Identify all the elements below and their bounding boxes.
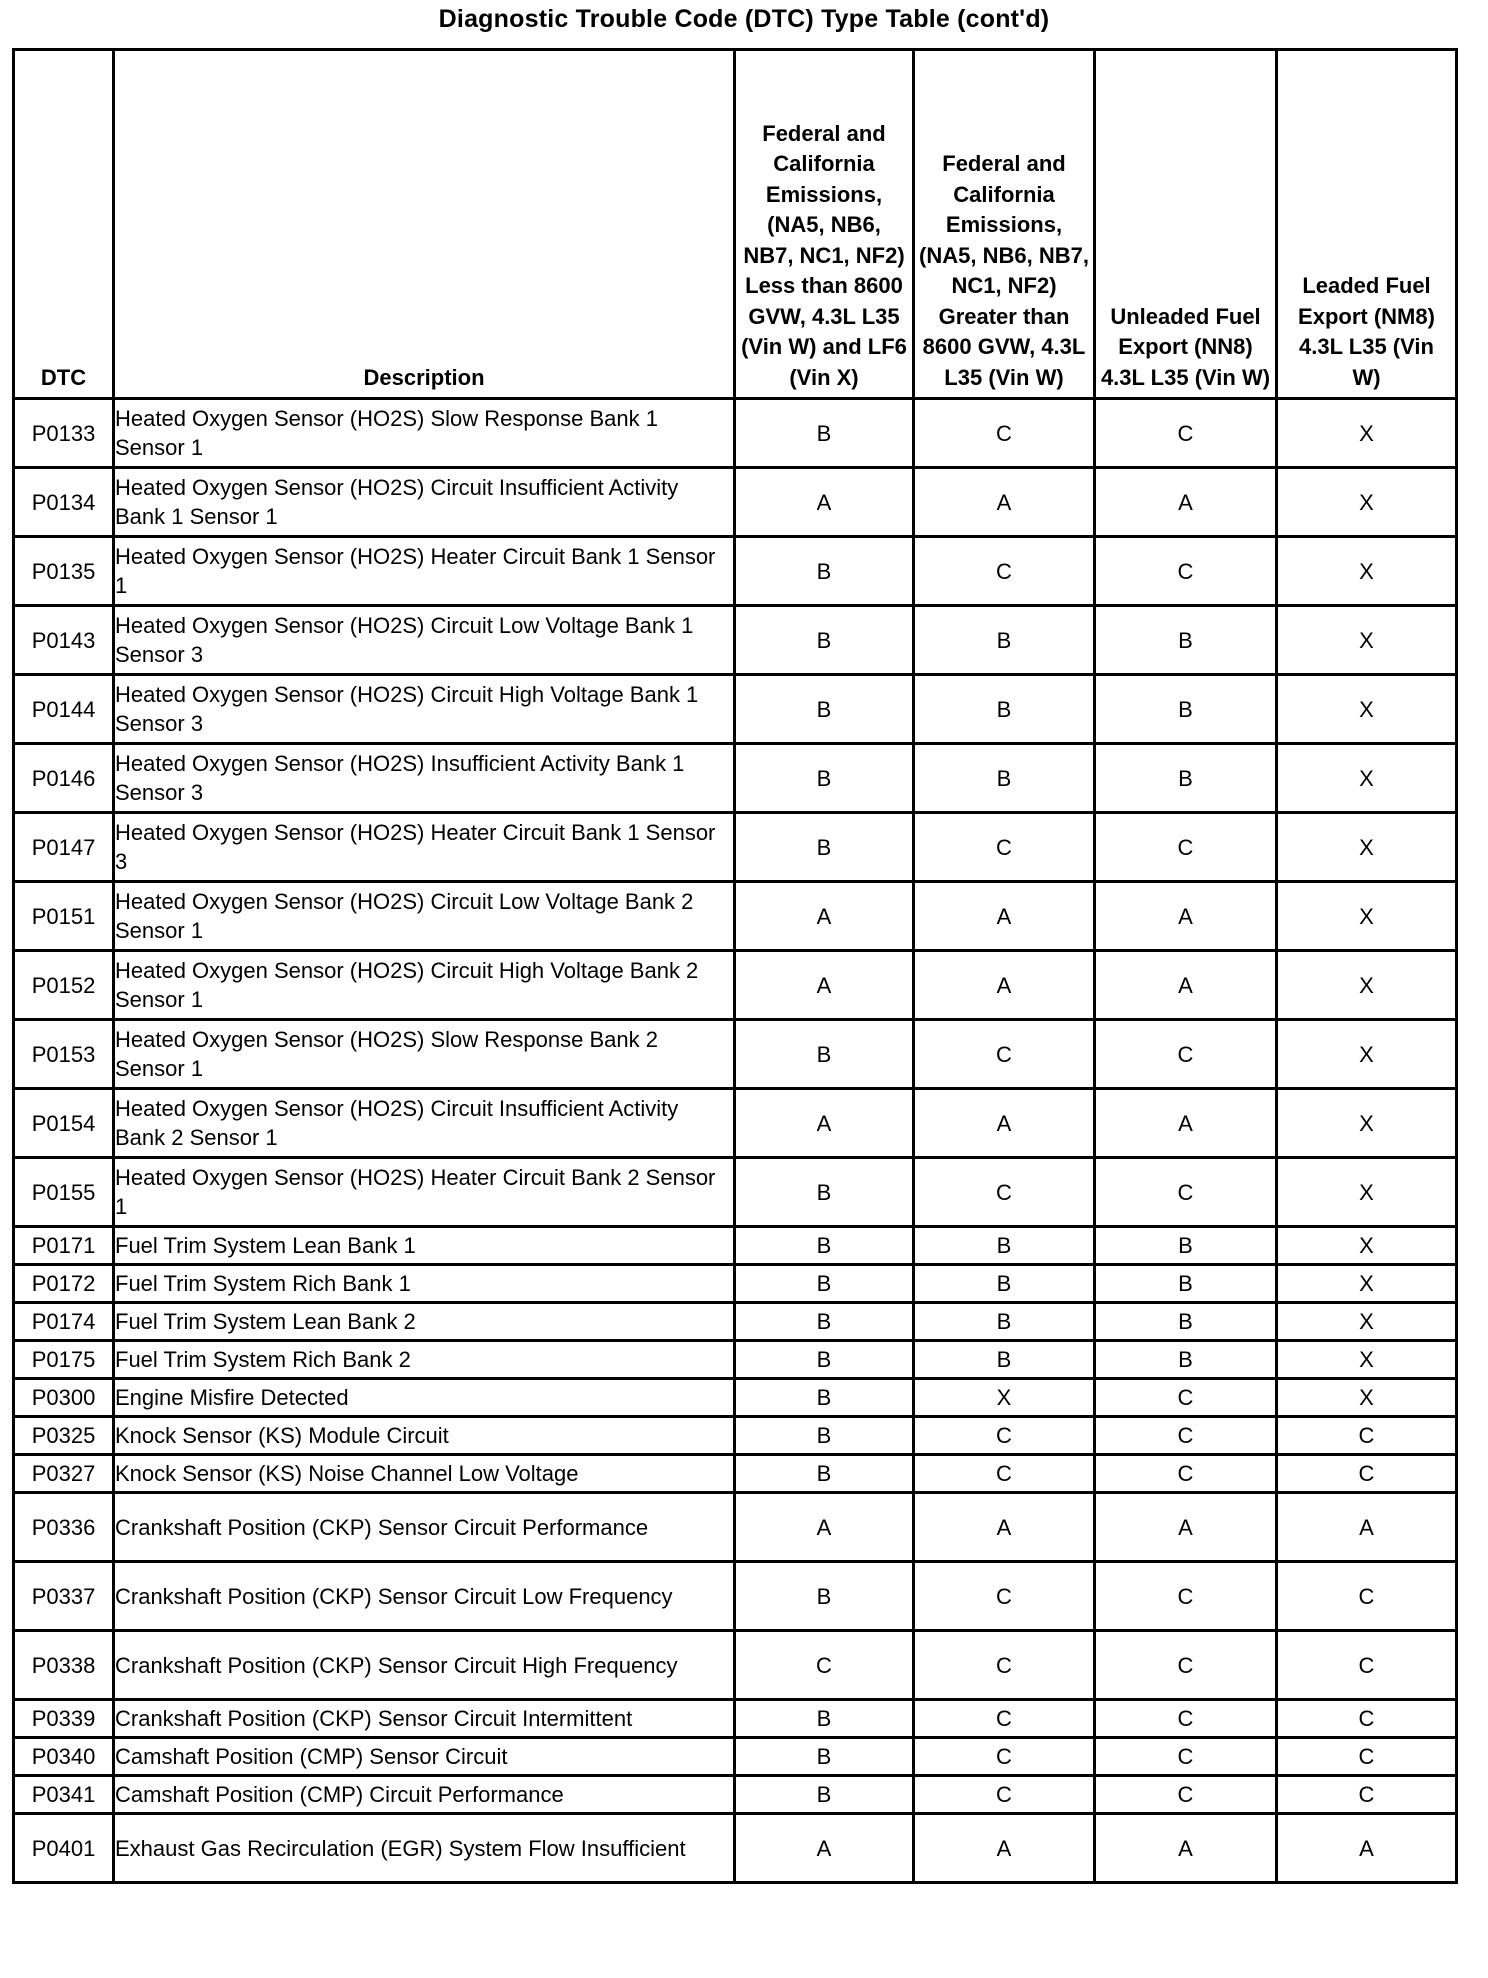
table-row xyxy=(14,675,1457,744)
type-federal-greater-cell: C xyxy=(914,813,1095,882)
table-row xyxy=(14,1631,1457,1700)
description-cell: Heated Oxygen Sensor (HO2S) Heater Circuit Bank 1 Sensor 3 xyxy=(114,813,735,882)
type-unleaded-export-cell: A xyxy=(1095,1493,1277,1562)
table-row xyxy=(14,1265,1457,1303)
type-federal-greater-cell: B xyxy=(914,606,1095,675)
description-cell: Camshaft Position (CMP) Circuit Performance xyxy=(114,1776,735,1814)
description-cell: Heated Oxygen Sensor (HO2S) Insufficient Activity Bank 1 Sensor 3 xyxy=(114,744,735,813)
description-cell: Heated Oxygen Sensor (HO2S) Circuit High Voltage Bank 2 Sensor 1 xyxy=(114,951,735,1020)
type-federal-greater-cell: C xyxy=(914,1158,1095,1227)
type-leaded-export-cell: X xyxy=(1277,882,1457,951)
type-leaded-export-cell: C xyxy=(1277,1700,1457,1738)
type-unleaded-export-cell: B xyxy=(1095,1303,1277,1341)
type-leaded-export-cell: X xyxy=(1277,1158,1457,1227)
table-row xyxy=(14,1814,1457,1883)
table-row xyxy=(14,1455,1457,1493)
type-federal-less-cell: A xyxy=(735,468,914,537)
type-federal-less-cell: B xyxy=(735,606,914,675)
type-federal-less-cell: B xyxy=(735,1417,914,1455)
type-leaded-export-cell: C xyxy=(1277,1631,1457,1700)
type-federal-less-cell: B xyxy=(735,675,914,744)
dtc-code-cell: P0147 xyxy=(14,813,114,882)
dtc-code-cell: P0135 xyxy=(14,537,114,606)
type-leaded-export-cell: X xyxy=(1277,1379,1457,1417)
dtc-code-cell: P0337 xyxy=(14,1562,114,1631)
type-unleaded-export-cell: B xyxy=(1095,606,1277,675)
dtc-code-cell: P0133 xyxy=(14,399,114,468)
type-leaded-export-cell: C xyxy=(1277,1776,1457,1814)
header-description: Description xyxy=(114,50,735,399)
type-unleaded-export-cell: B xyxy=(1095,1341,1277,1379)
description-cell: Heated Oxygen Sensor (HO2S) Circuit High Voltage Bank 1 Sensor 3 xyxy=(114,675,735,744)
type-unleaded-export-cell: B xyxy=(1095,744,1277,813)
type-unleaded-export-cell: C xyxy=(1095,1455,1277,1493)
type-unleaded-export-cell: C xyxy=(1095,1776,1277,1814)
table-row xyxy=(14,399,1457,468)
dtc-code-cell: P0152 xyxy=(14,951,114,1020)
table-row xyxy=(14,1158,1457,1227)
type-unleaded-export-cell: B xyxy=(1095,1265,1277,1303)
type-federal-greater-cell: X xyxy=(914,1379,1095,1417)
description-cell: Heated Oxygen Sensor (HO2S) Slow Response Bank 2 Sensor 1 xyxy=(114,1020,735,1089)
type-unleaded-export-cell: C xyxy=(1095,813,1277,882)
type-federal-greater-cell: C xyxy=(914,1631,1095,1700)
table-row xyxy=(14,606,1457,675)
type-unleaded-export-cell: C xyxy=(1095,1158,1277,1227)
type-federal-less-cell: B xyxy=(735,1776,914,1814)
description-cell: Crankshaft Position (CKP) Sensor Circuit Low Frequency xyxy=(114,1562,735,1631)
type-leaded-export-cell: A xyxy=(1277,1493,1457,1562)
table-row xyxy=(14,1700,1457,1738)
table-row xyxy=(14,468,1457,537)
description-cell: Heated Oxygen Sensor (HO2S) Circuit Insufficient Activity Bank 1 Sensor 1 xyxy=(114,468,735,537)
table-row xyxy=(14,1417,1457,1455)
type-federal-greater-cell: A xyxy=(914,1814,1095,1883)
type-unleaded-export-cell: A xyxy=(1095,468,1277,537)
type-unleaded-export-cell: A xyxy=(1095,1089,1277,1158)
type-unleaded-export-cell: C xyxy=(1095,1700,1277,1738)
table-row xyxy=(14,1562,1457,1631)
type-leaded-export-cell: X xyxy=(1277,1227,1457,1265)
dtc-code-cell: P0401 xyxy=(14,1814,114,1883)
table-row xyxy=(14,1303,1457,1341)
type-federal-less-cell: B xyxy=(735,1265,914,1303)
type-leaded-export-cell: A xyxy=(1277,1814,1457,1883)
type-federal-greater-cell: C xyxy=(914,537,1095,606)
type-unleaded-export-cell: C xyxy=(1095,1631,1277,1700)
type-federal-less-cell: B xyxy=(735,1341,914,1379)
type-federal-less-cell: B xyxy=(735,1562,914,1631)
type-unleaded-export-cell: C xyxy=(1095,399,1277,468)
header-unleaded-fuel-export: Unleaded Fuel Export (NN8) 4.3L L35 (Vin W) xyxy=(1095,50,1277,399)
type-federal-less-cell: C xyxy=(735,1631,914,1700)
dtc-code-cell: P0338 xyxy=(14,1631,114,1700)
type-federal-less-cell: B xyxy=(735,399,914,468)
type-federal-less-cell: B xyxy=(735,1700,914,1738)
description-cell: Knock Sensor (KS) Module Circuit xyxy=(114,1417,735,1455)
type-federal-less-cell: B xyxy=(735,744,914,813)
type-leaded-export-cell: X xyxy=(1277,399,1457,468)
dtc-code-cell: P0175 xyxy=(14,1341,114,1379)
type-leaded-export-cell: X xyxy=(1277,1020,1457,1089)
type-leaded-export-cell: X xyxy=(1277,1341,1457,1379)
table-row xyxy=(14,1776,1457,1814)
description-cell: Fuel Trim System Rich Bank 1 xyxy=(114,1265,735,1303)
header-federal-california-greater-8600: Federal and California Emissions, (NA5, NB6, NB7, NC1, NF2) Greater than 8600 GVW, 4.3L L35 (Vin W) xyxy=(914,50,1095,399)
type-leaded-export-cell: C xyxy=(1277,1455,1457,1493)
description-cell: Crankshaft Position (CKP) Sensor Circuit Intermittent xyxy=(114,1700,735,1738)
type-federal-greater-cell: A xyxy=(914,951,1095,1020)
table-row xyxy=(14,882,1457,951)
type-leaded-export-cell: X xyxy=(1277,951,1457,1020)
type-leaded-export-cell: X xyxy=(1277,813,1457,882)
type-unleaded-export-cell: C xyxy=(1095,1562,1277,1631)
type-unleaded-export-cell: B xyxy=(1095,675,1277,744)
dtc-code-cell: P0151 xyxy=(14,882,114,951)
description-cell: Heated Oxygen Sensor (HO2S) Circuit Insufficient Activity Bank 2 Sensor 1 xyxy=(114,1089,735,1158)
type-federal-greater-cell: B xyxy=(914,1341,1095,1379)
type-federal-less-cell: A xyxy=(735,951,914,1020)
description-cell: Heated Oxygen Sensor (HO2S) Slow Response Bank 1 Sensor 1 xyxy=(114,399,735,468)
type-leaded-export-cell: X xyxy=(1277,606,1457,675)
dtc-code-cell: P0300 xyxy=(14,1379,114,1417)
description-cell: Fuel Trim System Lean Bank 1 xyxy=(114,1227,735,1265)
description-cell: Heated Oxygen Sensor (HO2S) Heater Circuit Bank 2 Sensor 1 xyxy=(114,1158,735,1227)
dtc-code-cell: P0146 xyxy=(14,744,114,813)
dtc-code-cell: P0336 xyxy=(14,1493,114,1562)
description-cell: Fuel Trim System Rich Bank 2 xyxy=(114,1341,735,1379)
type-federal-less-cell: B xyxy=(735,1738,914,1776)
type-federal-less-cell: A xyxy=(735,1493,914,1562)
type-federal-less-cell: B xyxy=(735,1227,914,1265)
description-cell: Exhaust Gas Recirculation (EGR) System Flow Insufficient xyxy=(114,1814,735,1883)
description-cell: Heated Oxygen Sensor (HO2S) Heater Circuit Bank 1 Sensor 1 xyxy=(114,537,735,606)
type-unleaded-export-cell: A xyxy=(1095,951,1277,1020)
type-federal-greater-cell: C xyxy=(914,1417,1095,1455)
description-cell: Knock Sensor (KS) Noise Channel Low Voltage xyxy=(114,1455,735,1493)
type-federal-greater-cell: C xyxy=(914,1776,1095,1814)
table-row xyxy=(14,1227,1457,1265)
table-row xyxy=(14,1341,1457,1379)
table-row xyxy=(14,1493,1457,1562)
type-federal-greater-cell: C xyxy=(914,399,1095,468)
dtc-code-cell: P0155 xyxy=(14,1158,114,1227)
description-cell: Crankshaft Position (CKP) Sensor Circuit High Frequency xyxy=(114,1631,735,1700)
type-federal-less-cell: B xyxy=(735,813,914,882)
table-row xyxy=(14,1738,1457,1776)
type-federal-less-cell: A xyxy=(735,1089,914,1158)
type-unleaded-export-cell: C xyxy=(1095,1738,1277,1776)
type-federal-less-cell: A xyxy=(735,1814,914,1883)
header-dtc: DTC xyxy=(14,50,114,399)
type-unleaded-export-cell: C xyxy=(1095,1417,1277,1455)
type-federal-greater-cell: C xyxy=(914,1562,1095,1631)
dtc-code-cell: P0340 xyxy=(14,1738,114,1776)
type-federal-greater-cell: C xyxy=(914,1020,1095,1089)
type-leaded-export-cell: C xyxy=(1277,1562,1457,1631)
type-federal-less-cell: B xyxy=(735,1020,914,1089)
type-unleaded-export-cell: C xyxy=(1095,537,1277,606)
table-row xyxy=(14,1020,1457,1089)
type-federal-greater-cell: B xyxy=(914,1303,1095,1341)
description-cell: Camshaft Position (CMP) Sensor Circuit xyxy=(114,1738,735,1776)
description-cell: Engine Misfire Detected xyxy=(114,1379,735,1417)
table-row xyxy=(14,744,1457,813)
type-federal-less-cell: B xyxy=(735,1379,914,1417)
dtc-type-table xyxy=(12,48,1458,1884)
type-federal-greater-cell: A xyxy=(914,1493,1095,1562)
dtc-code-cell: P0174 xyxy=(14,1303,114,1341)
table-row xyxy=(14,951,1457,1020)
type-leaded-export-cell: C xyxy=(1277,1738,1457,1776)
type-federal-less-cell: B xyxy=(735,1158,914,1227)
header-federal-california-less-8600: Federal and California Emissions, (NA5, NB6, NB7, NC1, NF2) Less than 8600 GVW, 4.3L L35 (Vin W) and LF6 (Vin X) xyxy=(735,50,914,399)
dtc-code-cell: P0144 xyxy=(14,675,114,744)
description-cell: Fuel Trim System Lean Bank 2 xyxy=(114,1303,735,1341)
table-row xyxy=(14,1379,1457,1417)
dtc-code-cell: P0327 xyxy=(14,1455,114,1493)
type-leaded-export-cell: X xyxy=(1277,1303,1457,1341)
type-federal-greater-cell: C xyxy=(914,1700,1095,1738)
type-federal-less-cell: B xyxy=(735,1455,914,1493)
type-leaded-export-cell: X xyxy=(1277,537,1457,606)
type-unleaded-export-cell: C xyxy=(1095,1020,1277,1089)
type-federal-less-cell: A xyxy=(735,882,914,951)
header-row xyxy=(14,50,1457,399)
type-federal-greater-cell: B xyxy=(914,744,1095,813)
type-federal-greater-cell: A xyxy=(914,1089,1095,1158)
dtc-code-cell: P0341 xyxy=(14,1776,114,1814)
type-unleaded-export-cell: C xyxy=(1095,1379,1277,1417)
dtc-code-cell: P0172 xyxy=(14,1265,114,1303)
type-federal-greater-cell: C xyxy=(914,1455,1095,1493)
dtc-code-cell: P0171 xyxy=(14,1227,114,1265)
dtc-code-cell: P0134 xyxy=(14,468,114,537)
type-federal-greater-cell: B xyxy=(914,675,1095,744)
type-leaded-export-cell: C xyxy=(1277,1417,1457,1455)
type-federal-greater-cell: A xyxy=(914,468,1095,537)
type-leaded-export-cell: X xyxy=(1277,1089,1457,1158)
type-leaded-export-cell: X xyxy=(1277,1265,1457,1303)
type-federal-greater-cell: B xyxy=(914,1265,1095,1303)
description-cell: Heated Oxygen Sensor (HO2S) Circuit Low Voltage Bank 2 Sensor 1 xyxy=(114,882,735,951)
header-leaded-fuel-export: Leaded Fuel Export (NM8) 4.3L L35 (Vin W) xyxy=(1277,50,1457,399)
description-cell: Heated Oxygen Sensor (HO2S) Circuit Low Voltage Bank 1 Sensor 3 xyxy=(114,606,735,675)
type-federal-greater-cell: C xyxy=(914,1738,1095,1776)
table-row xyxy=(14,813,1457,882)
dtc-code-cell: P0339 xyxy=(14,1700,114,1738)
page-title: Diagnostic Trouble Code (DTC) Type Table (cont'd) xyxy=(438,5,1050,33)
type-leaded-export-cell: X xyxy=(1277,744,1457,813)
type-unleaded-export-cell: A xyxy=(1095,1814,1277,1883)
type-federal-greater-cell: B xyxy=(914,1227,1095,1265)
type-unleaded-export-cell: B xyxy=(1095,1227,1277,1265)
dtc-code-cell: P0143 xyxy=(14,606,114,675)
type-leaded-export-cell: X xyxy=(1277,468,1457,537)
type-unleaded-export-cell: A xyxy=(1095,882,1277,951)
dtc-code-cell: P0154 xyxy=(14,1089,114,1158)
type-federal-greater-cell: A xyxy=(914,882,1095,951)
dtc-code-cell: P0325 xyxy=(14,1417,114,1455)
dtc-code-cell: P0153 xyxy=(14,1020,114,1089)
table-row xyxy=(14,1089,1457,1158)
description-cell: Crankshaft Position (CKP) Sensor Circuit Performance xyxy=(114,1493,735,1562)
type-federal-less-cell: B xyxy=(735,1303,914,1341)
table-row xyxy=(14,537,1457,606)
type-leaded-export-cell: X xyxy=(1277,675,1457,744)
type-federal-less-cell: B xyxy=(735,537,914,606)
